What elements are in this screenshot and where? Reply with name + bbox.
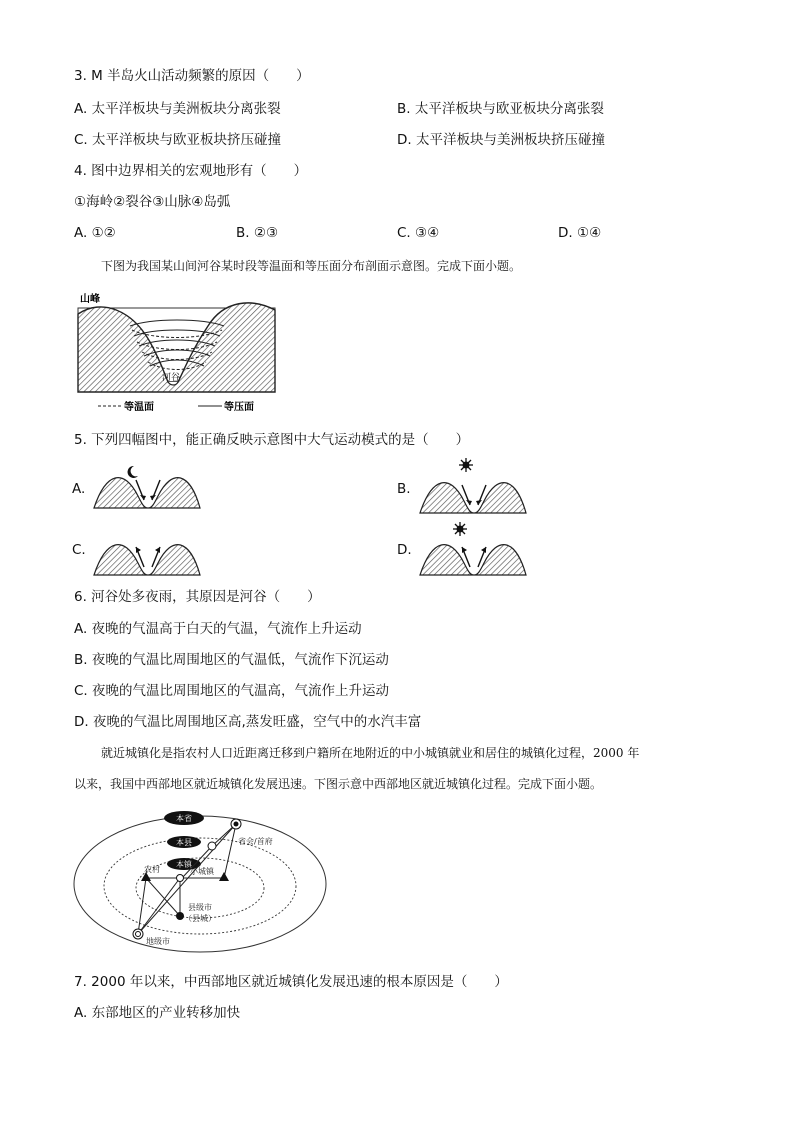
q7-stem: 7. 2000 年以来，中西部地区就近城镇化发展迅速的根本原因是（ ）	[74, 974, 508, 990]
q3-option-a: A. 太平洋板块与美洲板块分离张裂	[74, 101, 281, 117]
q7-option-a: A. 东部地区的产业转移加快	[74, 1005, 241, 1021]
intro-valley-figure: 下图为我国某山间河谷某时段等温面和等压面分布剖面示意图。完成下面小题。	[101, 259, 522, 273]
urbanization-process-figure	[72, 806, 332, 956]
sun-icon	[459, 458, 473, 472]
fig2-prefecture-label: 地级市	[146, 937, 170, 946]
small-town-marker	[177, 875, 184, 882]
q4-stem: 4. 图中边界相关的宏观地形有（ ）	[74, 163, 308, 179]
q5-option-d-diagram	[418, 517, 528, 577]
legend-isotherm: 等温面	[124, 402, 154, 413]
intro-urbanization-line1: 就近城镇化是指农村人口近距离迁移到户籍所在地附近的中小城镇就业和居住的城镇化过程，2000 年	[101, 746, 640, 760]
fig2-county-label: 本县	[176, 838, 192, 847]
fig2-capital-label: 省会/首府	[238, 837, 273, 846]
valley-cross-section-figure	[72, 290, 292, 420]
q5-option-d-label: D.	[397, 542, 412, 558]
q4-items: ①海岭②裂谷③山脉④岛弧	[74, 194, 231, 210]
valley-label: 河谷	[162, 373, 181, 383]
q5-option-a-label: A.	[72, 481, 86, 497]
q6-stem: 6. 河谷处多夜雨，其原因是河谷（ ）	[74, 589, 321, 605]
county-city-marker	[176, 912, 184, 920]
q4-option-c: C. ③④	[397, 225, 440, 241]
q4-option-b: B. ②③	[236, 225, 279, 241]
fig2-county-city-label: 县级市	[188, 903, 212, 912]
fig2-village-label: 农村	[144, 865, 160, 874]
q3-option-b: B. 太平洋板块与欧亚板块分离张裂	[397, 101, 604, 117]
q5-option-b-label: B.	[397, 481, 411, 497]
fig2-town-label: 本镇	[176, 860, 192, 869]
moon-icon	[128, 466, 138, 478]
legend-isobar: 等压面	[224, 402, 254, 413]
q4-option-d: D. ①④	[558, 225, 602, 241]
peak-label: 山峰	[80, 294, 100, 305]
q5-option-c-diagram	[92, 517, 212, 577]
q4-option-a: A. ①②	[74, 225, 116, 241]
q3-option-d: D. 太平洋板块与美洲板块挤压碰撞	[397, 132, 605, 148]
fig2-county-city-sub-label: （县城）	[184, 914, 216, 923]
q3-option-c: C. 太平洋板块与欧亚板块挤压碰撞	[74, 132, 282, 148]
q6-option-b: B. 夜晚的气温比周围地区的气温低，气流作下沉运动	[74, 652, 389, 668]
q5-option-b-diagram	[418, 455, 528, 515]
q5-option-c-label: C.	[72, 542, 86, 558]
fig2-province-label: 本省	[176, 814, 192, 823]
intro-urbanization-line2: 以来，我国中西部地区就近城镇化发展迅速。下图示意中西部地区就近城镇化过程。完成下面小题。	[74, 777, 603, 791]
q3-stem: 3. M 半岛火山活动频繁的原因（ ）	[74, 68, 310, 84]
sun-icon	[453, 522, 467, 536]
moon-icon	[182, 521, 190, 533]
fig2-small-town-label: 小城镇	[190, 867, 214, 876]
q6-option-a: A. 夜晚的气温高于白天的气温，气流作上升运动	[74, 621, 362, 637]
prefecture-marker	[133, 929, 143, 939]
q6-option-c: C. 夜晚的气温比周围地区的气温高，气流作上升运动	[74, 683, 390, 699]
q5-option-a-diagram	[92, 462, 202, 510]
q5-stem: 5. 下列四幅图中，能正确反映示意图中大气运动模式的是（ ）	[74, 432, 470, 448]
q6-option-d: D. 夜晚的气温比周围地区高,蒸发旺盛，空气中的水汽丰富	[74, 714, 422, 730]
